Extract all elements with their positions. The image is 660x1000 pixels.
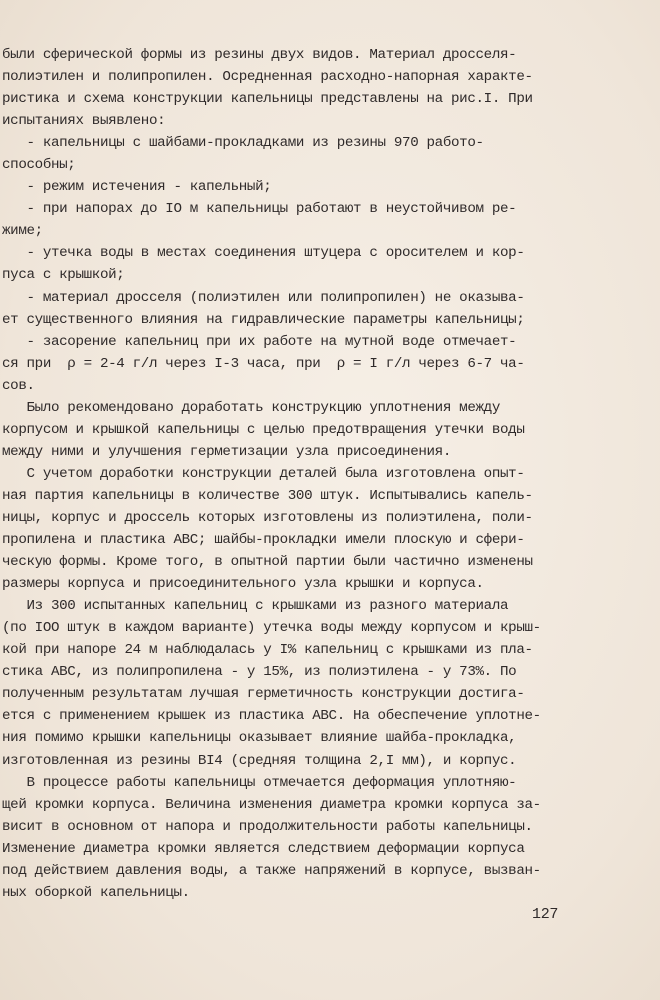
text-line: кой при напоре 24 м наблюдалась у I% капельниц с крышками из пла-	[2, 642, 533, 659]
text-line: ная партия капельницы в количестве 300 штук. Испытывались капель-	[2, 487, 533, 504]
text-line: пуса с крышкой;	[2, 267, 125, 284]
text-line: - материал дросселя (полиэтилен или полипропилен) не оказыва-	[2, 289, 525, 306]
text-line: изготовленная из резины BI4 (средняя толщина 2,I мм), и корпус.	[2, 752, 517, 769]
text-line: С учетом доработки конструкции деталей была изготовлена опыт-	[2, 465, 525, 482]
page-number: 127	[532, 906, 559, 923]
text-line: жиме;	[2, 223, 43, 240]
text-line: щей кромки корпуса. Величина изменения диаметра кромки корпуса за-	[2, 796, 541, 813]
text-line: (по IOO штук в каждом варианте) утечка воды между корпусом и крыш-	[2, 620, 541, 637]
text-line: ется с применением крышек из пластика АВС. На обеспечение уплотне-	[2, 708, 541, 725]
text-line: ных оборкой капельницы.	[2, 884, 190, 901]
text-line: ся при ρ = 2-4 г/л через I-3 часа, при ρ = I г/л через 6-7 ча-	[2, 355, 525, 372]
text-line: Изменение диаметра кромки является следствием деформации корпуса	[2, 840, 525, 857]
text-line: - при напорах до IO м капельницы работают в неустойчивом ре-	[2, 201, 517, 218]
text-line: висит в основном от напора и продолжительности работы капельницы.	[2, 818, 533, 835]
text-line: ницы, корпус и дроссель которых изготовлены из полиэтилена, поли-	[2, 509, 533, 526]
text-line: - режим истечения - капельный;	[2, 179, 272, 196]
text-line: способны;	[2, 157, 76, 174]
text-line: размеры корпуса и присоединительного узла крышки и корпуса.	[2, 576, 484, 593]
text-line: ристика и схема конструкции капельницы представлены на рис.I. При	[2, 91, 533, 108]
text-line: под действием давления воды, а также напряжений в корпусе, вызван-	[2, 862, 541, 879]
text-line: - капельницы с шайбами-прокладками из резины 970 работо-	[2, 135, 484, 152]
text-line: испытаниях выявлено:	[2, 113, 166, 130]
text-line: ет существенного влияния на гидравлические параметры капельницы;	[2, 311, 525, 328]
text-line: полиэтилен и полипропилен. Осредненная расходно-напорная характе-	[2, 69, 533, 86]
text-line: ческую формы. Кроме того, в опытной партии были частично изменены	[2, 554, 533, 571]
text-line: корпусом и крышкой капельницы с целью предотвращения утечки воды	[2, 421, 525, 438]
text-line: - утечка воды в местах соединения штуцера с оросителем и кор-	[2, 245, 525, 262]
text-line: были сферической формы из резины двух видов. Материал дросселя-	[2, 47, 517, 63]
text-line: сов.	[2, 377, 35, 394]
text-line: между ними и улучшения герметизации узла присоединения.	[2, 443, 452, 460]
text-line: полученным результатам лучшая герметичность конструкции достига-	[2, 686, 525, 703]
text-line: Из 300 испытанных капельниц с крышками из разного материала	[2, 598, 509, 615]
body-text	[2, 44, 652, 904]
text-line: ния помимо крышки капельницы оказывает влияние шайба-прокладка,	[2, 730, 517, 747]
text-line: стика АВС, из полипропилена - у 15%, из полиэтилена - у 73%. По	[2, 664, 517, 681]
text-line: Было рекомендовано доработать конструкцию уплотнения между	[2, 399, 500, 416]
text-line: - засорение капельниц при их работе на мутной воде отмечает-	[2, 333, 517, 350]
text-line: В процессе работы капельницы отмечается деформация уплотняю-	[2, 774, 517, 791]
text-line: пропилена и пластика АВС; шайбы-прокладки имели плоскую и сфери-	[2, 532, 525, 549]
